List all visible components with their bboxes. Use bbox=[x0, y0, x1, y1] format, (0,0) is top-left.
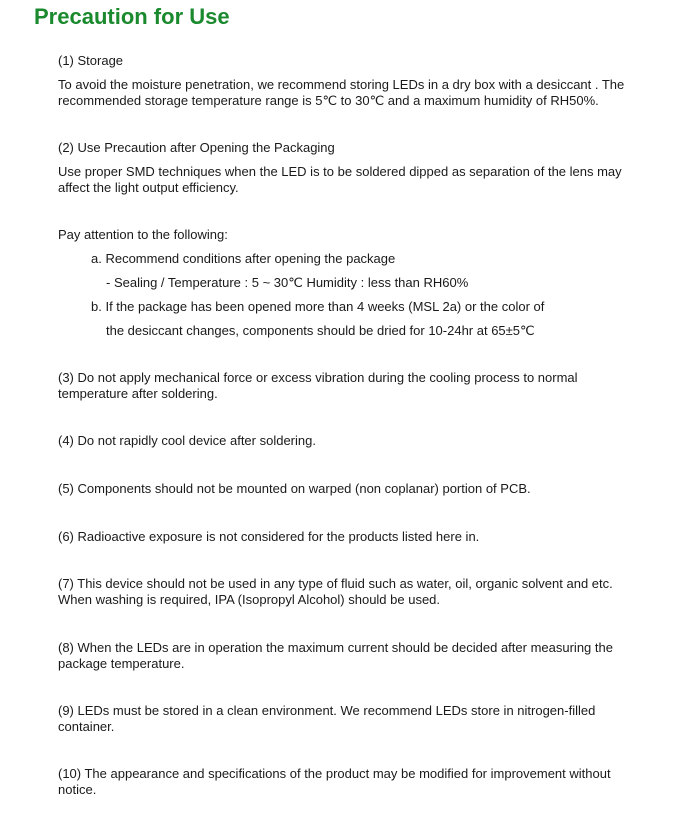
precaution-item-8-line-1: (8) When the LEDs are in operation the maximum current should be decided after measuring the bbox=[58, 640, 613, 655]
page-title: Precaution for Use bbox=[34, 4, 230, 29]
storage-body-line-1: To avoid the moisture penetration, we recommend storing LEDs in a dry box with a desiccant . The bbox=[58, 77, 625, 92]
attention-heading bbox=[58, 227, 658, 243]
opening-body bbox=[58, 164, 658, 196]
precaution-item-7 bbox=[58, 576, 658, 608]
precaution-item-4-text: (4) Do not rapidly cool device after soldering. bbox=[58, 433, 316, 448]
precaution-item-6 bbox=[58, 529, 658, 545]
precaution-item-10 bbox=[58, 766, 658, 798]
precaution-item-3-line-2: temperature after soldering. bbox=[58, 386, 218, 401]
opening-heading bbox=[58, 140, 658, 156]
precaution-item-8 bbox=[58, 640, 658, 672]
precaution-item-6-text: (6) Radioactive exposure is not considered for the products listed here in. bbox=[58, 529, 480, 544]
attention-heading-text: Pay attention to the following: bbox=[58, 227, 228, 242]
precaution-item-10-line-1: (10) The appearance and specifications of the product may be modified for improvement without bbox=[58, 766, 611, 781]
precaution-item-9 bbox=[58, 703, 658, 735]
storage-body bbox=[58, 77, 658, 109]
precaution-item-7-line-1: (7) This device should not be used in any type of fluid such as water, oil, organic solvent and etc. bbox=[58, 576, 613, 591]
attention-item-b-line-2: the desiccant changes, components should be dried for 10-24hr at 65±5℃ bbox=[106, 323, 535, 338]
attention-item-a: a. Recommend conditions after opening the package bbox=[91, 251, 396, 266]
precaution-item-4 bbox=[58, 433, 658, 449]
opening-body-line-1: Use proper SMD techniques when the LED is to be soldered dipped as separation of the lens may bbox=[58, 164, 622, 179]
attention-item-b-line-1: b. If the package has been opened more than 4 weeks (MSL 2a) or the color of bbox=[91, 299, 545, 314]
precaution-item-9-line-2: container. bbox=[58, 719, 115, 734]
opening-body-line-2: affect the light output efficiency. bbox=[58, 180, 239, 195]
precaution-item-3-line-1: (3) Do not apply mechanical force or excess vibration during the cooling process to normal bbox=[58, 370, 578, 385]
precaution-item-3 bbox=[58, 370, 658, 402]
precaution-item-9-line-1: (9) LEDs must be stored in a clean environment. We recommend LEDs store in nitrogen-filled bbox=[58, 703, 596, 718]
storage-heading bbox=[58, 53, 658, 69]
storage-heading-text: (1) Storage bbox=[58, 53, 124, 68]
attention-item-a-detail: - Sealing / Temperature : 5 ~ 30℃ Humidity : less than RH60% bbox=[106, 275, 469, 290]
storage-body-line-2: recommended storage temperature range is 5℃ to 30℃ and a maximum humidity of RH50%. bbox=[58, 93, 599, 108]
precaution-item-7-line-2: When washing is required, IPA (Isopropyl Alcohol) should be used. bbox=[58, 592, 441, 607]
precaution-item-10-line-2: notice. bbox=[58, 782, 97, 797]
precaution-item-8-line-2: package temperature. bbox=[58, 656, 185, 671]
precaution-item-5 bbox=[58, 481, 658, 497]
precaution-item-5-text: (5) Components should not be mounted on warped (non coplanar) portion of PCB. bbox=[58, 481, 531, 496]
opening-heading-text: (2) Use Precaution after Opening the Packaging bbox=[58, 140, 335, 155]
